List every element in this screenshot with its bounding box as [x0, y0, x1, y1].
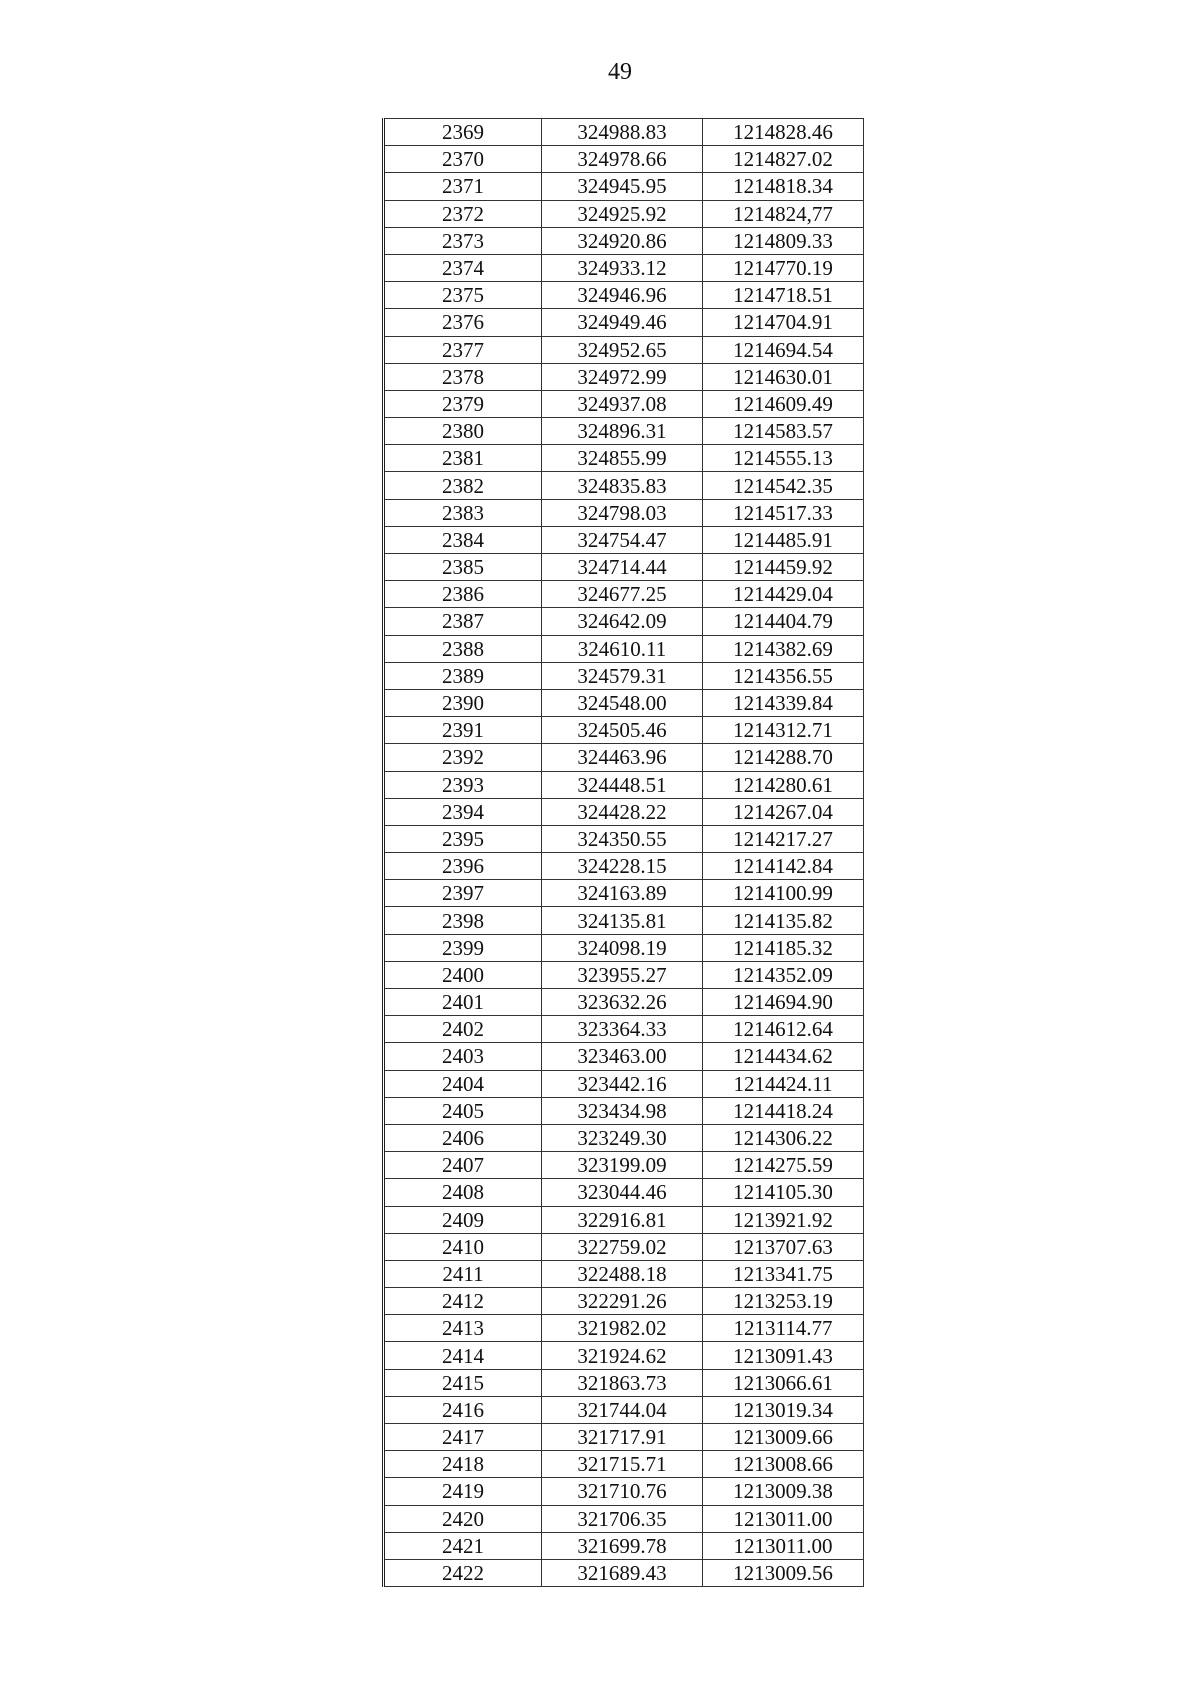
y-coordinate-cell: 1214429.04	[703, 581, 864, 608]
point-number-cell: 2378	[384, 363, 542, 390]
x-coordinate-cell: 321744.04	[542, 1396, 703, 1423]
y-coordinate-cell: 1214267.04	[703, 798, 864, 825]
table-row	[384, 526, 864, 553]
x-coordinate-cell: 324754.47	[542, 526, 703, 553]
table-row	[384, 1016, 864, 1043]
point-number-cell: 2397	[384, 880, 542, 907]
x-coordinate-cell: 324610.11	[542, 635, 703, 662]
x-coordinate-cell: 324945.95	[542, 173, 703, 200]
y-coordinate-cell: 1214288.70	[703, 744, 864, 771]
x-coordinate-cell: 321699.78	[542, 1532, 703, 1559]
x-coordinate-cell: 323955.27	[542, 961, 703, 988]
table-row	[384, 1342, 864, 1369]
y-coordinate-cell: 1214339.84	[703, 689, 864, 716]
table-row	[384, 608, 864, 635]
x-coordinate-cell: 321924.62	[542, 1342, 703, 1369]
table-row	[384, 363, 864, 390]
y-coordinate-cell: 1213114.77	[703, 1315, 864, 1342]
table-row	[384, 1179, 864, 1206]
y-coordinate-cell: 1214142.84	[703, 853, 864, 880]
table-row	[384, 1288, 864, 1315]
y-coordinate-cell: 1214542.35	[703, 472, 864, 499]
x-coordinate-cell: 324896.31	[542, 418, 703, 445]
point-number-cell: 2383	[384, 499, 542, 526]
y-coordinate-cell: 1214517.33	[703, 499, 864, 526]
table-row	[384, 146, 864, 173]
y-coordinate-cell: 1213091.43	[703, 1342, 864, 1369]
x-coordinate-cell: 323463.00	[542, 1043, 703, 1070]
table-row	[384, 689, 864, 716]
x-coordinate-cell: 323364.33	[542, 1016, 703, 1043]
table-row	[384, 880, 864, 907]
y-coordinate-cell: 1213921.92	[703, 1206, 864, 1233]
table-row	[384, 200, 864, 227]
table-row	[384, 1478, 864, 1505]
table-row	[384, 934, 864, 961]
table-row	[384, 989, 864, 1016]
table-row	[384, 336, 864, 363]
table-row	[384, 744, 864, 771]
y-coordinate-cell: 1214404.79	[703, 608, 864, 635]
x-coordinate-cell: 324988.83	[542, 119, 703, 146]
table-row	[384, 1070, 864, 1097]
point-number-cell: 2415	[384, 1369, 542, 1396]
point-number-cell: 2421	[384, 1532, 542, 1559]
y-coordinate-cell: 1214356.55	[703, 662, 864, 689]
point-number-cell: 2375	[384, 282, 542, 309]
x-coordinate-cell: 321715.71	[542, 1451, 703, 1478]
x-coordinate-cell: 322916.81	[542, 1206, 703, 1233]
point-number-cell: 2369	[384, 119, 542, 146]
point-number-cell: 2417	[384, 1424, 542, 1451]
y-coordinate-cell: 1214275.59	[703, 1152, 864, 1179]
y-coordinate-cell: 1214824,77	[703, 200, 864, 227]
point-number-cell: 2387	[384, 608, 542, 635]
table-row	[384, 390, 864, 417]
point-number-cell: 2406	[384, 1124, 542, 1151]
y-coordinate-cell: 1214609.49	[703, 390, 864, 417]
point-number-cell: 2411	[384, 1260, 542, 1287]
point-number-cell: 2372	[384, 200, 542, 227]
x-coordinate-cell: 324835.83	[542, 472, 703, 499]
table-row	[384, 1043, 864, 1070]
x-coordinate-cell: 321717.91	[542, 1424, 703, 1451]
x-coordinate-cell: 324548.00	[542, 689, 703, 716]
point-number-cell: 2416	[384, 1396, 542, 1423]
x-coordinate-cell: 322488.18	[542, 1260, 703, 1287]
y-coordinate-cell: 1214312.71	[703, 717, 864, 744]
y-coordinate-cell: 1214306.22	[703, 1124, 864, 1151]
point-number-cell: 2390	[384, 689, 542, 716]
point-number-cell: 2394	[384, 798, 542, 825]
x-coordinate-cell: 324350.55	[542, 825, 703, 852]
point-number-cell: 2389	[384, 662, 542, 689]
x-coordinate-cell: 323249.30	[542, 1124, 703, 1151]
table-row	[384, 1424, 864, 1451]
table-row	[384, 798, 864, 825]
point-number-cell: 2393	[384, 771, 542, 798]
y-coordinate-cell: 1214630.01	[703, 363, 864, 390]
x-coordinate-cell: 324972.99	[542, 363, 703, 390]
table-row	[384, 662, 864, 689]
table-row	[384, 418, 864, 445]
point-number-cell: 2399	[384, 934, 542, 961]
table-row	[384, 1097, 864, 1124]
table-row	[384, 254, 864, 281]
table-row	[384, 825, 864, 852]
x-coordinate-cell: 324798.03	[542, 499, 703, 526]
point-number-cell: 2418	[384, 1451, 542, 1478]
point-number-cell: 2422	[384, 1559, 542, 1586]
point-number-cell: 2380	[384, 418, 542, 445]
point-number-cell: 2400	[384, 961, 542, 988]
y-coordinate-cell: 1214434.62	[703, 1043, 864, 1070]
x-coordinate-cell: 324978.66	[542, 146, 703, 173]
point-number-cell: 2413	[384, 1315, 542, 1342]
table-row	[384, 554, 864, 581]
point-number-cell: 2404	[384, 1070, 542, 1097]
table-row	[384, 472, 864, 499]
point-number-cell: 2409	[384, 1206, 542, 1233]
y-coordinate-cell: 1214718.51	[703, 282, 864, 309]
y-coordinate-cell: 1213253.19	[703, 1288, 864, 1315]
x-coordinate-cell: 324505.46	[542, 717, 703, 744]
table-row	[384, 309, 864, 336]
y-coordinate-cell: 1213009.56	[703, 1559, 864, 1586]
point-number-cell: 2371	[384, 173, 542, 200]
y-coordinate-cell: 1213019.34	[703, 1396, 864, 1423]
x-coordinate-cell: 322291.26	[542, 1288, 703, 1315]
x-coordinate-cell: 324714.44	[542, 554, 703, 581]
x-coordinate-cell: 324937.08	[542, 390, 703, 417]
point-number-cell: 2376	[384, 309, 542, 336]
point-number-cell: 2410	[384, 1233, 542, 1260]
point-number-cell: 2401	[384, 989, 542, 1016]
y-coordinate-cell: 1213009.66	[703, 1424, 864, 1451]
point-number-cell: 2412	[384, 1288, 542, 1315]
table-row	[384, 961, 864, 988]
x-coordinate-cell: 321982.02	[542, 1315, 703, 1342]
table-row	[384, 635, 864, 662]
x-coordinate-cell: 324952.65	[542, 336, 703, 363]
point-number-cell: 2388	[384, 635, 542, 662]
x-coordinate-cell: 324925.92	[542, 200, 703, 227]
table-row	[384, 853, 864, 880]
x-coordinate-cell: 323442.16	[542, 1070, 703, 1097]
table-row	[384, 1206, 864, 1233]
point-number-cell: 2403	[384, 1043, 542, 1070]
x-coordinate-cell: 324428.22	[542, 798, 703, 825]
point-number-cell: 2419	[384, 1478, 542, 1505]
y-coordinate-cell: 1214352.09	[703, 961, 864, 988]
x-coordinate-cell: 324642.09	[542, 608, 703, 635]
x-coordinate-cell: 324579.31	[542, 662, 703, 689]
y-coordinate-cell: 1213011.00	[703, 1532, 864, 1559]
x-coordinate-cell: 324920.86	[542, 227, 703, 254]
x-coordinate-cell: 324677.25	[542, 581, 703, 608]
x-coordinate-cell: 321710.76	[542, 1478, 703, 1505]
point-number-cell: 2396	[384, 853, 542, 880]
x-coordinate-cell: 324933.12	[542, 254, 703, 281]
table-row	[384, 227, 864, 254]
table-row	[384, 1152, 864, 1179]
point-number-cell: 2407	[384, 1152, 542, 1179]
table-row	[384, 581, 864, 608]
y-coordinate-cell: 1214280.61	[703, 771, 864, 798]
y-coordinate-cell: 1214827.02	[703, 146, 864, 173]
y-coordinate-cell: 1214105.30	[703, 1179, 864, 1206]
point-number-cell: 2408	[384, 1179, 542, 1206]
table-row	[384, 1124, 864, 1151]
y-coordinate-cell: 1214828.46	[703, 119, 864, 146]
point-number-cell: 2392	[384, 744, 542, 771]
point-number-cell: 2405	[384, 1097, 542, 1124]
y-coordinate-cell: 1214217.27	[703, 825, 864, 852]
x-coordinate-cell: 324135.81	[542, 907, 703, 934]
point-number-cell: 2386	[384, 581, 542, 608]
x-coordinate-cell: 324855.99	[542, 445, 703, 472]
table-row	[384, 173, 864, 200]
y-coordinate-cell: 1213011.00	[703, 1505, 864, 1532]
x-coordinate-cell: 322759.02	[542, 1233, 703, 1260]
y-coordinate-cell: 1214583.57	[703, 418, 864, 445]
point-number-cell: 2377	[384, 336, 542, 363]
table-row	[384, 445, 864, 472]
coordinates-table	[382, 118, 864, 1587]
y-coordinate-cell: 1213707.63	[703, 1233, 864, 1260]
x-coordinate-cell: 323632.26	[542, 989, 703, 1016]
y-coordinate-cell: 1214135.82	[703, 907, 864, 934]
y-coordinate-cell: 1214424.11	[703, 1070, 864, 1097]
point-number-cell: 2420	[384, 1505, 542, 1532]
x-coordinate-cell: 324463.96	[542, 744, 703, 771]
table-row	[384, 1260, 864, 1287]
table-row	[384, 1315, 864, 1342]
table-row	[384, 499, 864, 526]
point-number-cell: 2384	[384, 526, 542, 553]
coordinates-table-body	[384, 119, 864, 1587]
y-coordinate-cell: 1214485.91	[703, 526, 864, 553]
table-row	[384, 1505, 864, 1532]
y-coordinate-cell: 1214818.34	[703, 173, 864, 200]
point-number-cell: 2370	[384, 146, 542, 173]
x-coordinate-cell: 324228.15	[542, 853, 703, 880]
table-row	[384, 1369, 864, 1396]
x-coordinate-cell: 323434.98	[542, 1097, 703, 1124]
page-number: 49	[608, 59, 632, 85]
table-row	[384, 1451, 864, 1478]
y-coordinate-cell: 1213009.38	[703, 1478, 864, 1505]
point-number-cell: 2385	[384, 554, 542, 581]
y-coordinate-cell: 1214459.92	[703, 554, 864, 581]
y-coordinate-cell: 1213008.66	[703, 1451, 864, 1478]
point-number-cell: 2381	[384, 445, 542, 472]
table-row	[384, 1396, 864, 1423]
point-number-cell: 2374	[384, 254, 542, 281]
x-coordinate-cell: 324949.46	[542, 309, 703, 336]
y-coordinate-cell: 1214694.54	[703, 336, 864, 363]
x-coordinate-cell: 321689.43	[542, 1559, 703, 1586]
y-coordinate-cell: 1214555.13	[703, 445, 864, 472]
x-coordinate-cell: 324448.51	[542, 771, 703, 798]
x-coordinate-cell: 321863.73	[542, 1369, 703, 1396]
y-coordinate-cell: 1213341.75	[703, 1260, 864, 1287]
point-number-cell: 2414	[384, 1342, 542, 1369]
x-coordinate-cell: 321706.35	[542, 1505, 703, 1532]
y-coordinate-cell: 1214770.19	[703, 254, 864, 281]
y-coordinate-cell: 1214100.99	[703, 880, 864, 907]
point-number-cell: 2373	[384, 227, 542, 254]
x-coordinate-cell: 323199.09	[542, 1152, 703, 1179]
table-row	[384, 1532, 864, 1559]
x-coordinate-cell: 324946.96	[542, 282, 703, 309]
table-row	[384, 907, 864, 934]
table-row	[384, 1559, 864, 1586]
y-coordinate-cell: 1214694.90	[703, 989, 864, 1016]
y-coordinate-cell: 1213066.61	[703, 1369, 864, 1396]
table-row	[384, 717, 864, 744]
y-coordinate-cell: 1214382.69	[703, 635, 864, 662]
table-row	[384, 119, 864, 146]
x-coordinate-cell: 323044.46	[542, 1179, 703, 1206]
point-number-cell: 2398	[384, 907, 542, 934]
x-coordinate-cell: 324163.89	[542, 880, 703, 907]
y-coordinate-cell: 1214185.32	[703, 934, 864, 961]
x-coordinate-cell: 324098.19	[542, 934, 703, 961]
point-number-cell: 2402	[384, 1016, 542, 1043]
point-number-cell: 2395	[384, 825, 542, 852]
table-row	[384, 282, 864, 309]
y-coordinate-cell: 1214418.24	[703, 1097, 864, 1124]
point-number-cell: 2379	[384, 390, 542, 417]
table-row	[384, 1233, 864, 1260]
y-coordinate-cell: 1214612.64	[703, 1016, 864, 1043]
point-number-cell: 2382	[384, 472, 542, 499]
y-coordinate-cell: 1214704.91	[703, 309, 864, 336]
table-row	[384, 771, 864, 798]
y-coordinate-cell: 1214809.33	[703, 227, 864, 254]
point-number-cell: 2391	[384, 717, 542, 744]
